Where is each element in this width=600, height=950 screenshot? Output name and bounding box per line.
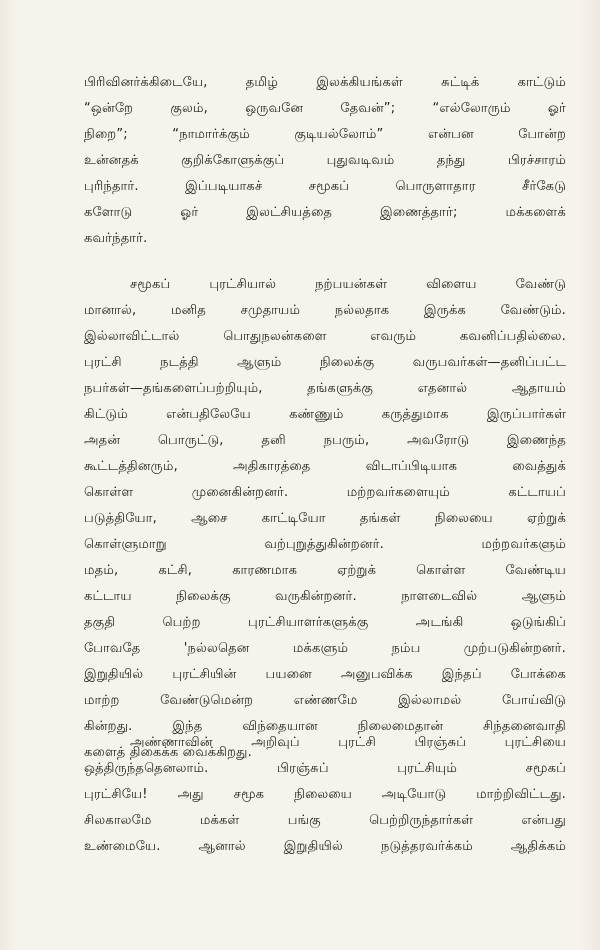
text-line: நபர்கள்—தங்களைப்பற்றியும், தங்களுக்கு எதனால் ஆதாயம் — [84, 381, 566, 396]
paragraph-3 — [84, 730, 566, 860]
text-line: சிலகாலமே மக்கள் பங்கு பெற்றிருந்தார்கள் என்பது — [84, 813, 566, 828]
text-line: உன்னதக் குறிக்கோளுக்குப் புதுவடிவம் தந்து பிரச்சாரம் — [84, 153, 566, 168]
text-line: மதம், கட்சி, காரணமாக ஏற்றுக் கொள்ள வேண்டிய — [84, 563, 566, 578]
text-line: கொள்ளுமாறு வற்புறுத்துகின்றனர். மற்றவர்களும் — [84, 537, 566, 552]
text-line: களோடு ஓர் இலட்சியத்தை இணைத்தார்; மக்களைக் — [84, 205, 566, 220]
text-line: கிட்டும் என்பதிலேயே கண்ணும் கருத்துமாக இருப்பார்கள் — [84, 407, 566, 422]
text-line: மானால், மனித சமுதாயம் நல்லதாக இருக்க வேண்டும். — [84, 303, 566, 318]
text-line: கவர்ந்தார். — [84, 231, 148, 246]
text-line: உண்மையே. ஆனால் இறுதியில் நடுத்தரவர்க்கம் ஆதிக்கம் — [84, 839, 566, 854]
text-line: சமூகப் புரட்சியால் நற்பயன்கள் விளைய வேண்டு — [130, 277, 566, 292]
text-line: இல்லாவிட்டால் பொதுநலன்களை எவரும் கவனிப்பதில்லை. — [84, 329, 566, 344]
text-line: களைத் திகைக்க வைக்கிறது. — [84, 745, 252, 760]
text-line: போவதே 'நல்லதென மக்களும் நம்ப முற்படுகின்றனர். — [84, 641, 566, 656]
text-line: படுத்தியோ, ஆசை காட்டியோ தங்கள் நிலையை ஏற்றுக் — [84, 511, 566, 526]
text-line: நிறை”; “நாமார்க்கும் குடியல்லோம்” என்பன போன்ற — [84, 127, 566, 142]
text-line: கின்றது. இந்த விந்தையான நிலைமைதான் சிந்தனைவாதி — [84, 719, 566, 734]
paragraph-1 — [84, 70, 566, 252]
text-line: ஒத்திருந்ததெனலாம். பிரஞ்சுப் புரட்சியும் சமூகப் — [84, 761, 566, 776]
text-line: “ஒன்றே குலம், ஒருவனே தேவன்”; “எல்லோரும் ஓர் — [84, 101, 566, 116]
text-line: கொள்ள முனைகின்றனர். மற்றவர்களையும் கட்டாயப் — [84, 485, 566, 500]
text-line: புரட்சி நடத்தி ஆளும் நிலைக்கு வருபவர்கள்—தனிப்பட்ட — [84, 355, 566, 370]
text-line: தகுதி பெற்ற புரட்சியாளர்களுக்கு அடங்கி ஒடுங்கிப் — [84, 615, 566, 630]
paragraph-2 — [84, 272, 566, 766]
text-line: புரட்சியே! அது சமூக நிலையை அடியோடு மாற்றிவிட்டது. — [84, 787, 566, 802]
text-line: அண்ணாவின் அறிவுப் புரட்சி பிரஞ்சுப் புரட்சியை — [130, 735, 566, 750]
text-line: புரிந்தார். இப்படியாகச் சமூகப் பொருளாதார சீர்கேடு — [84, 179, 566, 194]
text-line: கூட்டத்தினரும், அதிகாரத்தை விடாப்பிடியாக வைத்துக் — [84, 459, 566, 474]
text-line: மாற்ற வேண்டுமென்ற எண்ணமே இல்லாமல் போய்விடு — [84, 693, 566, 708]
text-line: கட்டாய நிலைக்கு வருகின்றனர். நாளடைவில் ஆளும் — [84, 589, 566, 604]
text-line: அதன் பொருட்டு, தனி நபரும், அவரோடு இணைந்த — [84, 433, 566, 448]
text-line: பிரிவினர்க்கிடையே, தமிழ் இலக்கியங்கள் சுட்டிக் காட்டும் — [84, 75, 566, 90]
text-line: இறுதியில் புரட்சியின் பயனை அனுபவிக்க இந்தப் போக்கை — [84, 667, 566, 682]
